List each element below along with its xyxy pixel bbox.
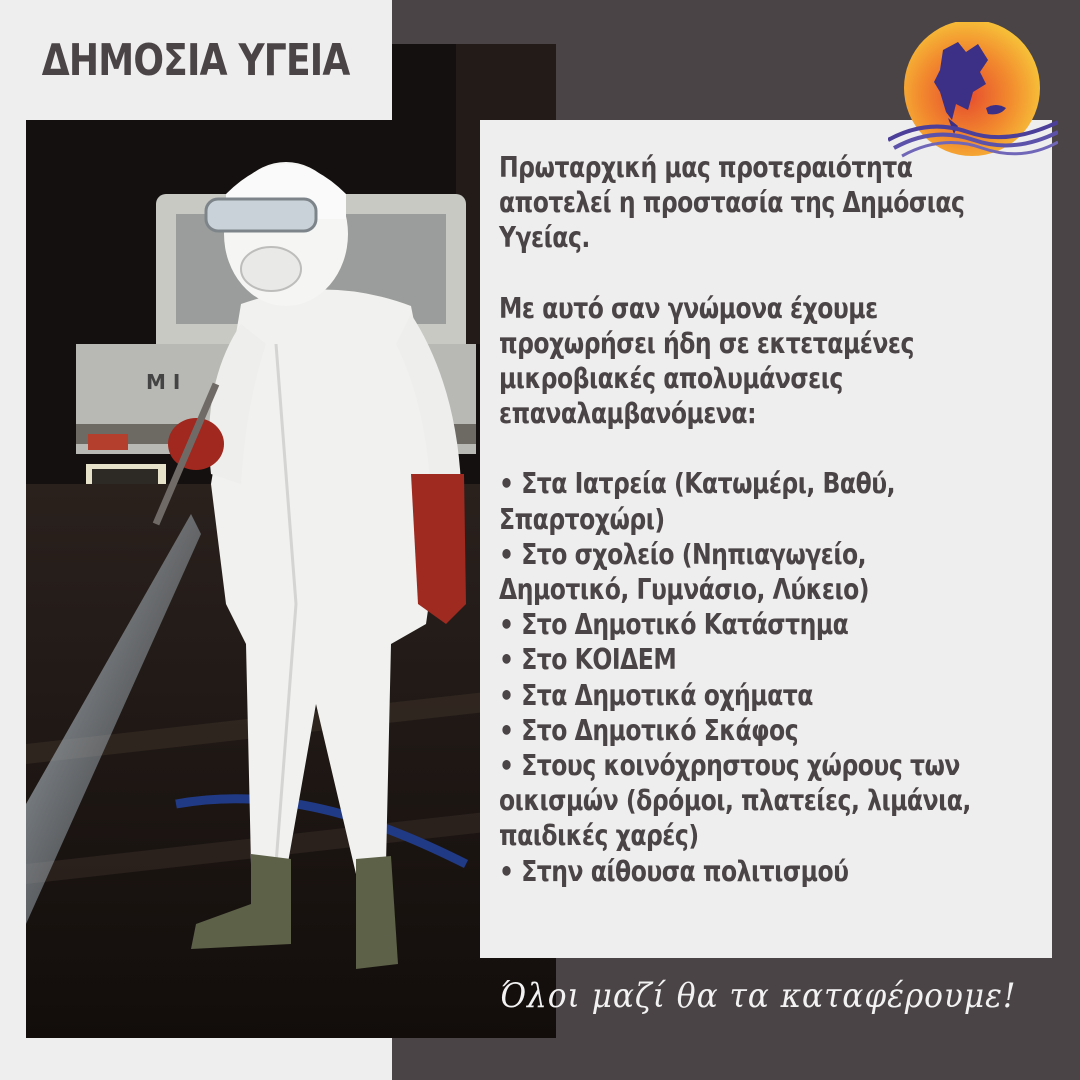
title-box (0, 0, 392, 120)
list-item: • Στο Δημοτικό Σκάφος (499, 713, 799, 747)
truck-plate-text: M I (146, 370, 181, 394)
page-title: ΔΗΜΟΣΙΑ ΥΓΕΙΑ (42, 34, 350, 86)
body-line: μικροβιακές απολυμάνσεις (499, 362, 843, 396)
announcement-text (499, 150, 971, 889)
list-item: οικισμών (δρόμοι, πλατείες, λιμάνια, (499, 784, 971, 818)
list-item: • Στο ΚΟΙΔΕΜ (499, 643, 677, 677)
slogan-text: Όλοι μαζί θα τα καταφέρουμε! (500, 976, 1017, 1016)
body-line: Με αυτό σαν γνώμονα έχουμε (499, 291, 878, 325)
text-panel (480, 120, 1052, 958)
list-item: • Στους κοινόχρηστους χώρους των (499, 749, 960, 783)
intro-line: αποτελεί η προστασία της Δημόσιας (499, 186, 965, 220)
body-line: προχωρήσει ήδη σε εκτεταμένες (499, 326, 914, 360)
list-item: παιδικές χαρές) (499, 819, 699, 853)
municipality-logo-icon (888, 22, 1058, 162)
list-item: • Στα Ιατρεία (Κατωμέρι, Βαθύ, (499, 467, 896, 501)
list-item: • Στο σχολείο (Νηπιαγωγείο, (499, 537, 867, 571)
list-item: Σπαρτοχώρι) (499, 502, 665, 536)
intro-line: Πρωταρχική μας προτεραιότητα (499, 151, 913, 184)
disinfection-worker-photo (26, 44, 556, 1038)
list-item: • Στην αίθουσα πολιτισμού (499, 854, 849, 888)
list-item: • Στα Δημοτικά οχήματα (499, 678, 813, 712)
body-line: επαναλαμβανόμενα: (499, 397, 756, 431)
list-item: Δημοτικό, Γυμνάσιο, Λύκειο) (499, 573, 870, 607)
list-item: • Στο Δημοτικό Κατάστημα (499, 608, 849, 642)
intro-line: Υγείας. (499, 221, 590, 255)
